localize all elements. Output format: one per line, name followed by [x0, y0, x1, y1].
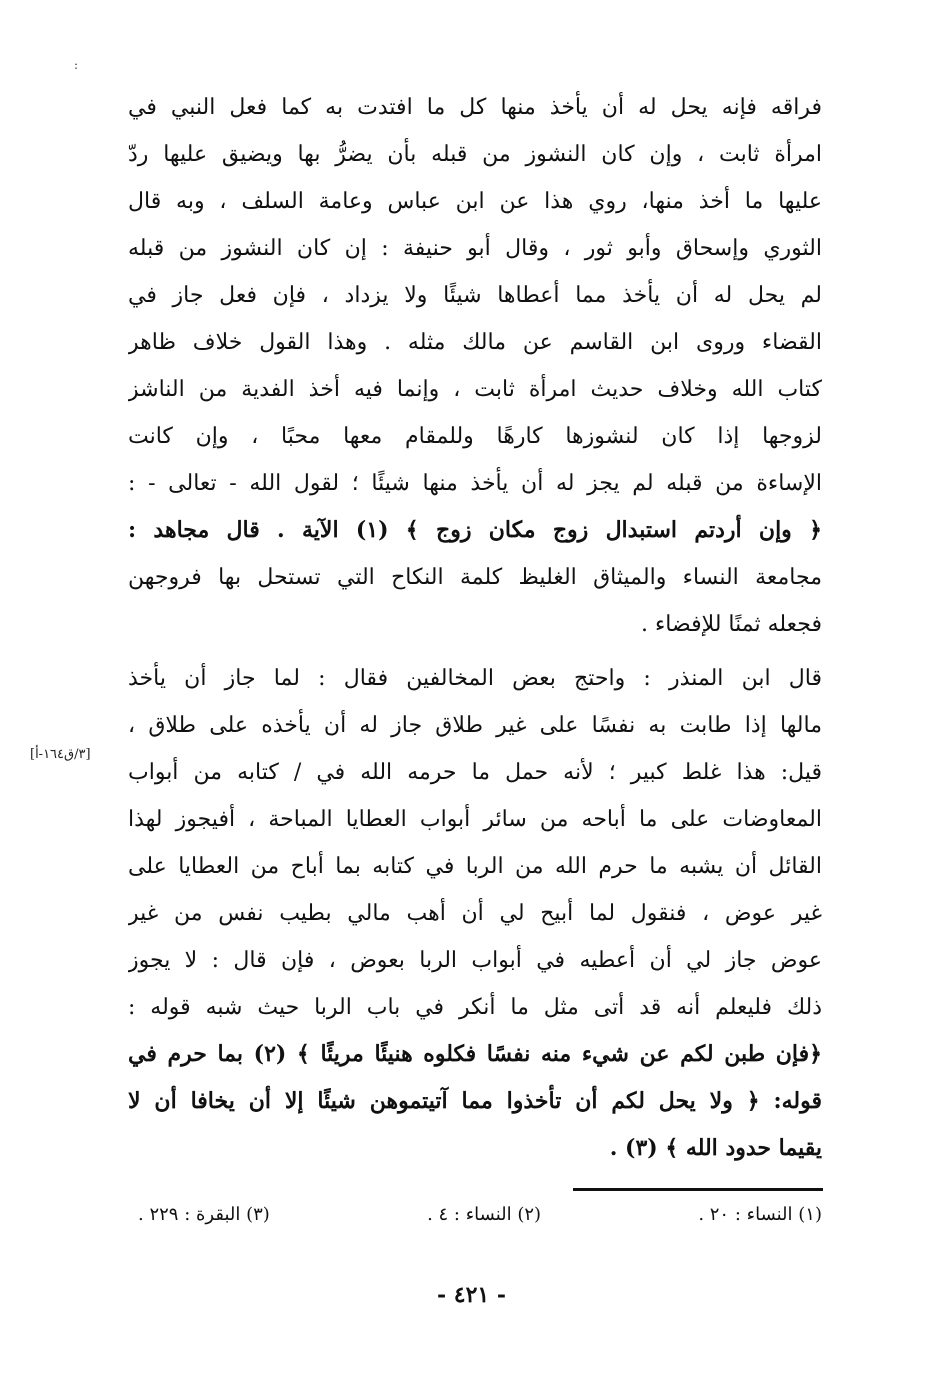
quran-verse-line: قوله: ﴿ ولا يحل لكم أن تأخذوا مما آتيتموهن شيئًا إلا أن يخافا أن لا [128, 1088, 822, 1114]
text-line: المعاوضات على ما أباحه من سائر أبواب العطايا المباحة ، أفيجوز لهذا [128, 807, 822, 832]
text-line: ذلك فليعلم أنه قد أتى مثل ما أنكر في باب الربا حيث شبه قوله : [128, 995, 822, 1020]
text-line: لم يحل له أن يأخذ مما أعطاها شيئًا ولا يزداد ، فإن فعل جاز في [128, 283, 822, 308]
text-line: غير عوض ، فنقول لما أبيح لي أن أهب مالي بطيب نفس من غير [128, 901, 822, 926]
text-line: قيل: هذا غلط كبير ؛ لأنه حمل ما حرمه الله في / كتابه من أبواب [128, 760, 822, 785]
text-line: عليها ما أخذ منها، روي هذا عن ابن عباس وعامة السلف ، وبه قال [128, 189, 822, 214]
text-line: القائل أن يشبه ما حرم الله من الربا في كتابه بما أباح من العطايا على [128, 854, 822, 879]
text-line: الثوري وإسحاق وأبو ثور ، وقال أبو حنيفة : إن كان النشوز من قبله [128, 236, 822, 261]
footnote-1: (١) النساء : ٢٠ . [698, 1204, 822, 1225]
paragraph-2 [128, 655, 822, 1172]
footnote-2: (٢) النساء : ٤ . [427, 1204, 542, 1225]
paragraph-1 [128, 84, 822, 648]
text-line: قال ابن المنذر : واحتج بعض المخالفين فقال : لما جاز أن يأخذ [128, 666, 822, 691]
text-line: كتاب الله وخلاف حديث امرأة ثابت ، وإنما فيه أخذ الفدية من الناشز [128, 377, 822, 402]
text-line: فراقه فإنه يحل له أن يأخذ منها كل ما افتدت به كما فعل النبي في [128, 95, 822, 120]
quran-verse-line: ﴿فإن طبن لكم عن شيء منه نفسًا فكلوه هنيئًا مريئًا ﴾ (٢) بما حرم في [128, 1041, 822, 1067]
text-line: الإساءة من قبله لم يجز له أن يأخذ منها شيئًا ؛ لقول الله - تعالى - : [128, 471, 822, 496]
footnote-separator [573, 1188, 823, 1191]
footnote-3: (٣) البقرة : ٢٢٩ . [138, 1204, 270, 1225]
text-line: امرأة ثابت ، وإن كان النشوز من قبله بأن يضرُّ بها ويضيق عليها ردّ [128, 142, 822, 167]
text-line: عوض جاز لي أن أعطيه في أبواب الربا بعوض ، فإن قال : لا يجوز [128, 948, 822, 973]
text-line: القضاء وروى ابن القاسم عن مالك مثله . وهذا القول خلاف ظاهر [128, 330, 822, 355]
quran-verse-line: ﴿ وإن أردتم استبدال زوج مكان زوج ﴾ (١) الآية . قال مجاهد : [128, 517, 822, 543]
text-line: مجامعة النساء والميثاق الغليظ كلمة النكاح التي تستحل بها فروجهن [128, 565, 822, 590]
text-line: فجعله ثمنًا للإفضاء . [640, 612, 822, 637]
margin-manuscript-reference: [٣/ق١٦٤-أ] [30, 747, 91, 762]
quran-verse-line: يقيما حدود الله ﴾ (٣) . [609, 1135, 822, 1161]
text-line: مالها إذا طابت به نفسًا على غير طلاق جاز له أن يأخذه على طلاق ، [128, 713, 822, 738]
page-number: - ٤٢١ - [436, 1282, 507, 1308]
top-mark: : [74, 58, 79, 72]
text-line: لزوجها إذا كان لنشوزها كارهًا وللمقام معها محبًا ، وإن كانت [128, 424, 822, 449]
footnotes [128, 1204, 822, 1225]
